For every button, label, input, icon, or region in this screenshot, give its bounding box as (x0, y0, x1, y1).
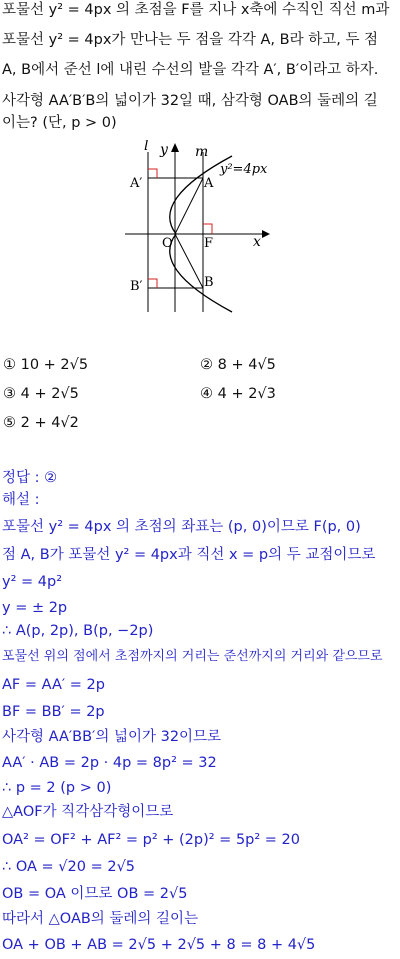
label-A: A (204, 176, 214, 191)
explanation-label: 해설 : (2, 492, 40, 508)
choice-5[interactable]: ⑤ 2 + 4√2 (3, 415, 79, 431)
problem-line-4: 사각형 AA′B′B의 넓이가 32일 때, 삼각형 OAB의 둘레의 길 (2, 93, 378, 109)
label-O: O (162, 236, 173, 251)
solution-line-15: OB = OA 이므로 OB = 2√5 (2, 886, 188, 902)
segment-OB (175, 234, 203, 288)
label-equation: y²=4px (220, 162, 268, 177)
label-B: B (204, 275, 214, 290)
label-Bprime: B′ (130, 279, 143, 294)
solution-line-7: AF = AA′ = 2p (2, 677, 105, 693)
answer-line: 정답 : ② (2, 470, 58, 486)
label-F: F (204, 236, 214, 251)
right-angle-mark-Aprime (148, 169, 157, 178)
solution-line-17: OA + OB + AB = 2√5 + 2√5 + 8 = 8 + 4√5 (2, 937, 316, 953)
x-axis-arrow-icon (262, 230, 270, 238)
solution-line-3: y² = 4p² (2, 574, 63, 590)
problem-line-3: A, B에서 준선 l에 내린 수선의 발을 각각 A′, B′이라고 하자. (2, 62, 379, 78)
problem-line-2: 포물선 y² = 4px가 만나는 두 점을 각각 A, B라 하고, 두 점 (2, 32, 379, 48)
problem-line-1: 포물선 y² = 4px 의 초점을 F를 지나 x축에 수직인 직선 m과 (2, 2, 390, 18)
problem-line-5: 이는? (단, p > 0) (2, 115, 117, 131)
solution-line-11: ∴ p = 2 (p > 0) (2, 780, 112, 796)
solution-line-16: 따라서 △OAB의 둘레의 길이는 (2, 911, 199, 927)
solution-line-5: ∴ A(p, 2p), B(p, −2p) (2, 623, 154, 639)
label-l: l (144, 140, 149, 154)
choice-2[interactable]: ② 8 + 4√5 (200, 357, 276, 373)
solution-line-6: 포물선 위의 점에서 초점까지의 거리는 준선까지의 거리와 같으므로 (2, 649, 383, 664)
solution-line-2: 점 A, B가 포물선 y² = 4px과 직선 x = p의 두 교점이므로 (2, 547, 376, 563)
solution-line-13: OA² = OF² + AF² = p² + (2p)² = 5p² = 20 (2, 832, 301, 848)
label-Aprime: A′ (130, 176, 143, 191)
solution-line-4: y = ± 2p (2, 600, 68, 616)
solution-line-12: △AOF가 직각삼각형이므로 (2, 804, 174, 820)
choice-4[interactable]: ④ 4 + 2√3 (200, 386, 276, 402)
label-m: m (195, 144, 209, 160)
choice-3[interactable]: ③ 4 + 2√5 (3, 386, 79, 402)
solution-line-8: BF = BB′ = 2p (2, 704, 105, 720)
label-x: x (253, 234, 261, 250)
y-axis-arrow-icon (171, 143, 179, 152)
right-angle-mark-F (203, 224, 212, 234)
parabola-figure (0, 140, 400, 330)
choice-1[interactable]: ① 10 + 2√5 (3, 357, 89, 373)
solution-line-10: AA′ · AB = 2p · 4p = 8p² = 32 (2, 755, 217, 771)
solution-line-1: 포물선 y² = 4px 의 초점의 좌표는 (p, 0)이므로 F(p, 0) (2, 519, 361, 535)
label-y: y (160, 142, 168, 158)
right-angle-mark-Bprime (148, 279, 157, 288)
solution-line-14: ∴ OA = √20 = 2√5 (2, 859, 136, 875)
segment-OA (175, 178, 203, 234)
solution-line-9: 사각형 AA′BB′의 넓이가 32이므로 (2, 729, 222, 745)
